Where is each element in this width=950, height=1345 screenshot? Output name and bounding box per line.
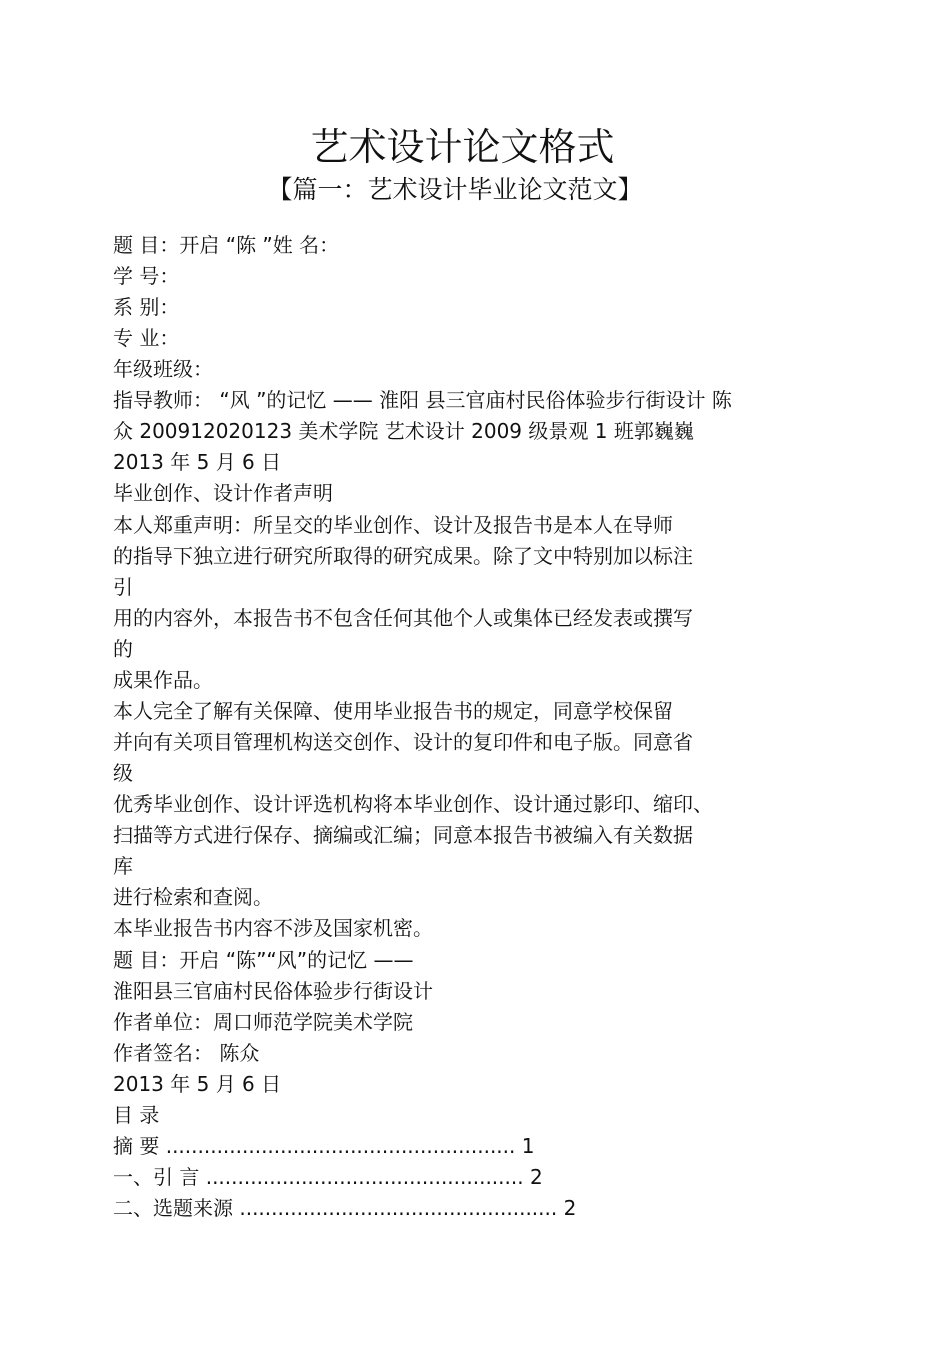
document-subtitle: 【篇一：艺术设计毕业论文范文】 bbox=[267, 175, 643, 204]
field-author-signature: 作者签名： 陈众 bbox=[113, 1041, 260, 1065]
paragraph-line: 库 bbox=[113, 854, 133, 878]
paragraph-line: 本人完全了解有关保障、使用毕业报告书的规定，同意学校保留 bbox=[113, 699, 673, 723]
field-author-unit: 作者单位：周口师范学院美术学院 bbox=[113, 1010, 413, 1034]
toc-item: 二、选题来源 .................................................. 2 bbox=[113, 1196, 577, 1220]
toc-item: 摘 要 ....................................................... 1 bbox=[113, 1134, 535, 1158]
paragraph-line: 的指导下独立进行研究所取得的研究成果。除了文中特别加以标注 bbox=[113, 544, 693, 568]
field-signature-date: 2013 年 5 月 6 日 bbox=[113, 1072, 282, 1096]
paragraph-line: 级 bbox=[113, 761, 133, 785]
paragraph-line: 成果作品。 bbox=[113, 668, 213, 692]
paragraph-line: 的 bbox=[113, 637, 133, 661]
document-title: 艺术设计论文格式 bbox=[310, 125, 615, 169]
field-advisor: 指导教师： “风 ”的记忆 —— 淮阳 县三官庙村民俗体验步行街设计 陈 bbox=[113, 388, 732, 412]
paragraph-line: 扫描等方式进行保存、摘编或汇编；同意本报告书被编入有关数据 bbox=[113, 823, 693, 847]
field-author-info: 众 200912020123 美术学院 艺术设计 2009 级景观 1 班郭巍巍 bbox=[113, 419, 694, 443]
paragraph-line: 用的内容外，本报告书不包含任何其他个人或集体已经发表或撰写 bbox=[113, 606, 693, 630]
toc-item: 一、引 言 .................................................. 2 bbox=[113, 1165, 543, 1189]
field-topic-name: 题 目：开启 “陈 ”姓 名： bbox=[113, 233, 340, 257]
paragraph-line: 本毕业报告书内容不涉及国家机密。 bbox=[113, 916, 433, 940]
field-date: 2013 年 5 月 6 日 bbox=[113, 450, 282, 474]
paragraph-line: 进行检索和查阅。 bbox=[113, 885, 273, 909]
paragraph-line: 优秀毕业创作、设计评选机构将本毕业创作、设计通过影印、缩印、 bbox=[113, 792, 713, 816]
field-major: 专 业： bbox=[113, 326, 180, 350]
field-topic-continued: 淮阳县三官庙村民俗体验步行街设计 bbox=[113, 979, 433, 1003]
paragraph-line: 引 bbox=[113, 575, 133, 599]
field-topic: 题 目：开启 “陈”“风”的记忆 —— bbox=[113, 948, 414, 972]
field-student-number: 学 号： bbox=[113, 264, 180, 288]
paragraph-line: 本人郑重声明：所呈交的毕业创作、设计及报告书是本人在导师 bbox=[113, 513, 673, 537]
paragraph-line: 并向有关项目管理机构送交创作、设计的复印件和电子版。同意省 bbox=[113, 730, 693, 754]
field-grade-class: 年级班级： bbox=[113, 357, 213, 381]
field-department: 系 别： bbox=[113, 295, 180, 319]
section-heading-declaration: 毕业创作、设计作者声明 bbox=[113, 481, 333, 505]
toc-heading: 目 录 bbox=[113, 1103, 160, 1127]
